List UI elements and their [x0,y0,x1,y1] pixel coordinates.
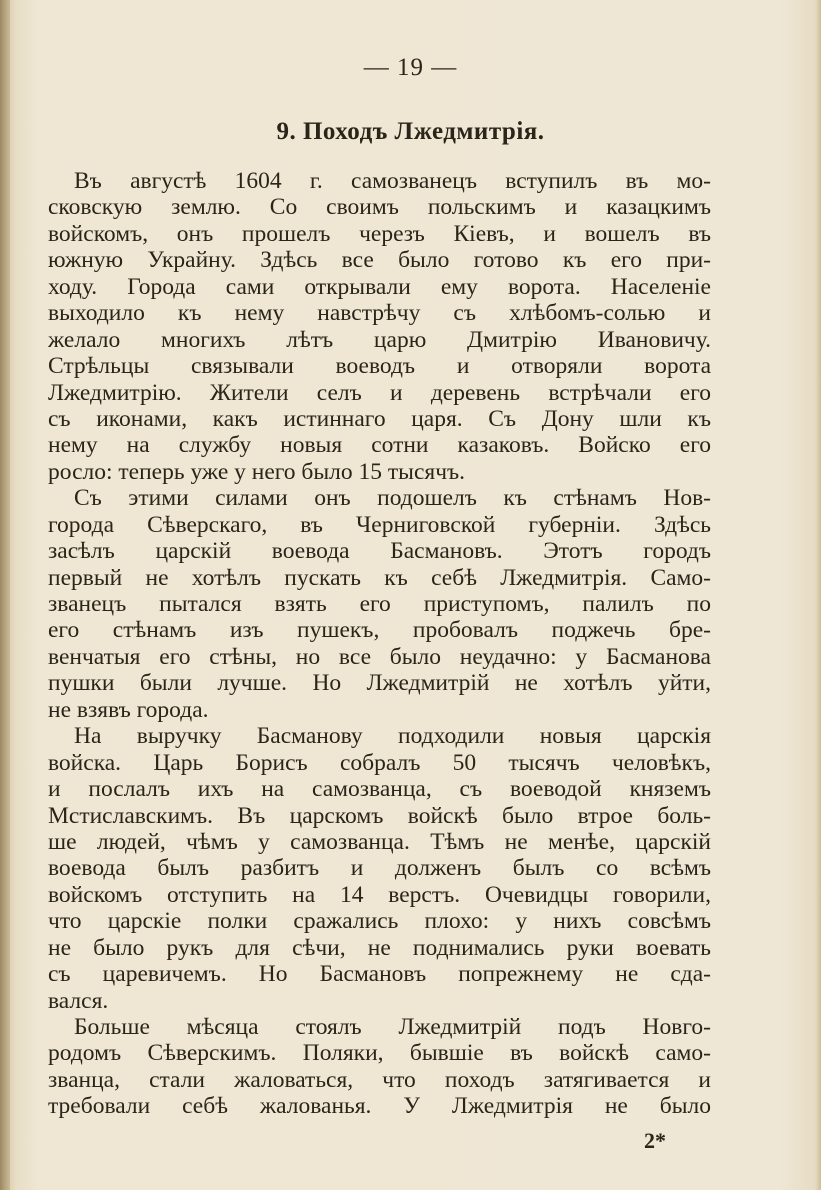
text-line: Въ августѣ 1604 г. самозванецъ вступилъ въ мо- [74,168,711,194]
text-line: венчатыя его стѣны, но все было неудачно: у Басманова [48,643,711,670]
text-line: сковскую землю. Со своимъ польскимъ и казацкимъ [48,194,711,221]
text-line: ше людей, чѣмъ у самозванца. Тѣмъ не менѣе, царскій [48,828,711,855]
text-line: званецъ пытался взять его приступомъ, палилъ по [48,591,711,617]
signature-mark: 2* [644,1128,666,1153]
text-line: и послалъ ихъ на самозванца, съ воеводой княземъ [48,776,711,803]
text-line: не взявъ города. [48,696,209,723]
text-line: Больше мѣсяца стоялъ Лжедмитрій подъ Новго- [74,1014,711,1040]
text-line: росло: теперь уже у него было 15 тысячъ. [48,458,466,485]
text-line: На выручку Басманову подходили новыя царскія [74,723,711,750]
text-line: не было рукъ для сѣчи, не поднимались руки воевать [48,934,711,961]
text-line: войскомъ отступить на 14 верстъ. Очевидцы говорили, [48,881,711,908]
text-line: желало многихъ лѣтъ царю Дмитрію Ивановичу. [48,326,711,353]
text-line: воевода былъ разбитъ и долженъ былъ со всѣмъ [48,855,711,882]
text-line: южную Украйну. Здѣсь все было готово къ его при- [48,247,711,274]
body-text [48,168,711,1120]
text-line: съ иконами, какъ истиннаго царя. Съ Дону шли къ [48,405,711,432]
text-line: нему на службу новыя сотни казаковъ. Войско его [48,432,711,459]
text-line: Съ этими силами онъ подошелъ къ стѣнамъ Нов- [74,485,711,512]
text-line: пушки были лучше. Но Лжедмитрій не хотѣлъ уйти, [48,670,711,697]
text-line: что царскіе полки сражались плохо: у нихъ совсѣмъ [48,908,711,935]
text-line: города Сѣверскаго, въ Черниговской губерніи. Здѣсь [48,511,711,538]
text-line: войска. Царь Борисъ собралъ 50 тысячъ человѣкъ, [48,749,711,776]
text-line: его стѣнамъ изъ пушекъ, пробовалъ поджечь бре- [48,617,711,644]
text-line: званца, стали жаловаться, что походъ затягивается и [48,1066,711,1093]
text-line: Лжедмитрію. Жители селъ и деревень встрѣчали его [48,379,711,406]
text-line: родомъ Сѣверскимъ. Поляки, бывшіе въ войскѣ само- [48,1040,711,1067]
page-spine-edge [0,0,10,1190]
text-line: войскомъ, онъ прошелъ черезъ Кіевъ, и вошелъ въ [48,220,711,247]
text-line: вался. [48,987,109,1014]
text-line: первый не хотѣлъ пускать къ себѣ Лжедмитрія. Само- [48,564,711,591]
text-line: выходило къ нему навстрѣчу съ хлѣбомъ-солью и [48,300,711,327]
text-line: Стрѣльцы связывали воеводъ и отворяли ворота [48,353,711,380]
page-number: — 19 — [363,54,458,81]
text-line: ходу. Города сами открывали ему ворота. Населеніе [48,273,711,300]
text-line: Мстиславскимъ. Въ царскомъ войскѣ было втрое боль- [48,802,711,829]
text-line: засѣлъ царскій воевода Басмановъ. Этотъ городъ [48,538,711,565]
text-line: требовали себѣ жалованья. У Лжедмитрія не было [48,1093,711,1120]
text-line: съ царевичемъ. Но Басмановъ попрежнему не сда- [48,961,711,988]
chapter-title: 9. Походъ Лжедмитрія. [276,118,545,145]
